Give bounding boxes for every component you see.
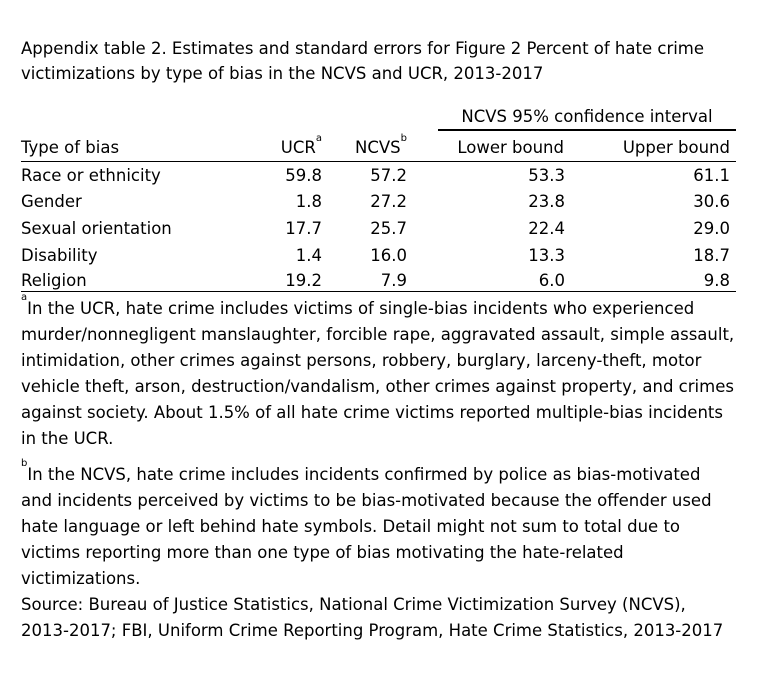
ncvs-value: 57.2 xyxy=(370,166,407,185)
header-type-of-bias: Type of bias xyxy=(21,138,120,157)
upper-bound-value: 29.0 xyxy=(693,219,730,238)
upper-bound-value: 18.7 xyxy=(693,246,730,265)
ucr-value: 59.8 xyxy=(285,166,322,185)
upper-bound-value: 9.8 xyxy=(703,271,730,290)
lower-bound-value: 23.8 xyxy=(528,192,565,211)
table-row xyxy=(21,216,736,242)
upper-bound-value: 61.1 xyxy=(693,166,730,185)
ncvs-value: 16.0 xyxy=(370,246,407,265)
header-upper-bound: Upper bound xyxy=(622,138,730,157)
row-label: Religion xyxy=(21,271,87,290)
row-label: Disability xyxy=(21,246,98,265)
source-note: Source: Bureau of Justice Statistics, National Crime Victimization Survey (NCVS), 2013-2017; FBI, Uniform Crime Reporting Program, Hate Crime Statistics, 2013-2017 xyxy=(21,595,724,640)
lower-bound-value: 53.3 xyxy=(528,166,565,185)
header-ncvs: NCVS$^b$ xyxy=(355,133,407,157)
footnotes xyxy=(21,292,736,644)
footnote-a-text: In the UCR, hate crime includes victims of single-bias incidents who experienced murder/nonnegligent manslaughter, forcible rape, aggravated assault, simple assault, intimidation, other crimes against persons, robbery, burglary, larceny-theft, motor vehicle theft, arson, destruction/vandalism, other crimes against property, and crimes against society. About 1.5% of all hate crime victims reported multiple-bias incidents in the UCR. xyxy=(21,299,735,448)
ncvs-value: 7.9 xyxy=(380,271,407,290)
header-ucr: UCR$^a$ xyxy=(280,133,322,157)
footnote-a xyxy=(21,292,736,452)
footnote-a-mark: a xyxy=(21,292,28,303)
row-label: Race or ethnicity xyxy=(21,166,161,185)
row-label: Sexual orientation xyxy=(21,219,172,238)
upper-bound-value: 30.6 xyxy=(693,192,730,211)
header-rule xyxy=(21,161,736,162)
row-label: Gender xyxy=(21,192,82,211)
ncvs-value: 25.7 xyxy=(370,219,407,238)
ci-header-rule xyxy=(438,129,736,131)
footnote-b-text: In the NCVS, hate crime includes incidents confirmed by police as bias-motivated and incidents perceived by victims to be bias-motivated because the offender used hate language or left behind hate symbols. Detail might not sum to total due to victims reporting more than one type of bias motivating the hate-related victimizations. xyxy=(21,465,712,588)
table-row xyxy=(21,189,736,215)
table-row xyxy=(21,163,736,189)
lower-bound-value: 6.0 xyxy=(538,271,565,290)
table-bottom-rule xyxy=(21,291,736,292)
lower-bound-value: 22.4 xyxy=(528,219,565,238)
ucr-value: 1.4 xyxy=(295,246,322,265)
ci-group-header: NCVS 95% confidence interval xyxy=(461,107,713,126)
footnote-b xyxy=(21,458,736,592)
ucr-value: 17.7 xyxy=(285,219,322,238)
footnote-b-mark: b xyxy=(21,458,28,469)
ucr-value: 19.2 xyxy=(285,271,322,290)
header-lower-bound: Lower bound xyxy=(457,138,564,157)
ucr-value: 1.8 xyxy=(295,192,322,211)
column-header-row xyxy=(21,133,736,159)
footnote-a-marker: a xyxy=(315,133,322,144)
footnote-b-marker: b xyxy=(400,133,407,144)
table-row xyxy=(21,270,736,292)
table-row xyxy=(21,243,736,269)
table-title: Appendix table 2. Estimates and standard errors for Figure 2 Percent of hate crime victimizations by type of bias in the NCVS and UCR, 2013-2017 xyxy=(21,39,705,83)
lower-bound-value: 13.3 xyxy=(528,246,565,265)
ncvs-value: 27.2 xyxy=(370,192,407,211)
